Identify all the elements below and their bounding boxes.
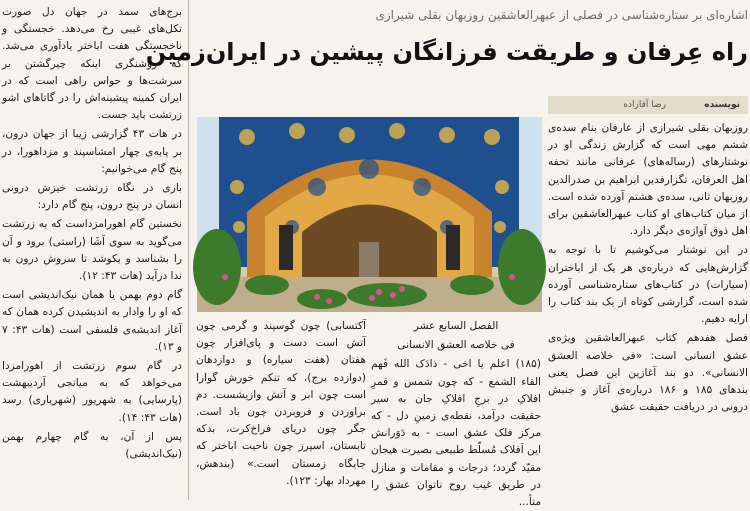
paragraph: پس از آن، به گام چهارم بهمن (نیک‌اندیشی)	[2, 430, 182, 461]
byline-label: نویسنده	[704, 100, 740, 110]
author-name: رضا آقازاده	[623, 100, 666, 110]
paragraph: نخستین گام اهورامزداست که به زرتشت می‌گوید به سوی اَشَا (راستی) برود و آن را بشناسد و بکوشد تا سروش درون به ندا درآید (هات ۴۳: ۱۲).	[2, 218, 182, 283]
right-column-text	[548, 120, 748, 500]
byline-bar	[548, 96, 748, 114]
paragraph: در این نوشتار می‌کوشیم تا با توجه به گزارش‌هایی که درباره‌ی هر یک از اباختران (سیارات) در کتاب‌های ستاره‌شناسی آورده شده است، گزارشی کوتاه از یک بند کتاب را ارایه دهیم.	[548, 244, 748, 326]
article-headline: راه عِرفان و طریقت فرزانگان پیشین در ایران‌زمین	[145, 38, 748, 66]
section-heading: الفصل السابع عشر	[413, 320, 499, 332]
paragraph: برج‌های سمد در جهان دل صورت تکل‌های غیبی رخ می‌دهد. خجستگی و ناخجستگی هفت اباختر یادآوری می‌شد. که روشنگری اینکه چیرگشتن بر سرشت‌ها و حواس راهی است که در ایران کمینه پیشینه‌اش را در گاتاهای اشو زرتشت باید جست.	[2, 6, 182, 122]
section-subheading: فی خلاصه العشق الانسانی	[397, 339, 515, 352]
paragraph: در گام سوم زرتشت از اهورامزدا می‌خواهد که به میانجی اَردیبهشت (پارسایی) به شهریور (شهریاری) رسد (هات ۴۳: ۱۴).	[2, 360, 182, 424]
mosque-iwan-photo	[197, 117, 542, 312]
quoted-arabic-text	[371, 318, 541, 509]
paragraph: فصل هفدهم کتاب عبهرالعاشقین ویژه‌ی عشق انسانی است: «فی خلاصه العشق الانسانی». دو بند آغازین این فصل یعنی بندهای ۱۸۵ و ۱۸۶ درباره‌ی آغاز و جنبش درونی در دریافت حقیقت عشق	[548, 332, 748, 414]
article-kicker: اشاره‌ای بر ستاره‌شناسی در فصلی از عبهرالعاشقین روزبهان بقلی شیرازی	[375, 8, 748, 22]
paragraph: (۱۸۵) اعلم یا اخی - ذادَک الله فَهم القاء الشمع - که چون شمس و قمرِ افلاکِ در برجِ افلاکِ جان به سیر حقیقت درآمد، نقطه‌ی زمینِ دل - که مرکز فلک عشق است - به دَوَرانش این اَفلاک مُسلّط طبیعی بصیرت هیجان مقیّد گردد؛ درجات و مقامات و منازل در طریق غیب روح ناتوان عشق را متأ...	[371, 358, 541, 509]
middle-column-text	[196, 318, 366, 500]
left-column-text	[2, 4, 182, 500]
paragraph: روزبهان بقلی شیرازی از عارفان بنام سده‌ی ششم مهی است که گزارش زندگی او در نوشتارهای (رساله‌های) عرفانی مانند تحفه اهل العرفان، تگزارفدین ابراهیم بن صدرالدین روزبهان ثانی، سده‌ی هشتم آورده شده است. از میان کتاب‌های او کتاب عبهرالعاشقین برای اهل ذوق آوازه‌ی دیگر دارد.	[548, 122, 748, 238]
paragraph: باری در نگاه زرتشت خیزش درونی انسان در پنج درون، پنج گام دارد:	[2, 182, 182, 212]
photo-illustration	[197, 117, 542, 312]
column-divider	[188, 0, 189, 500]
paragraph: گام دوم بهمن یا همان نیک‌اندیشی است که او را وادار به اندیشیدن کرده همان که آغاز اندیشه‌ی فلسفی است (هات ۴۳: ۷ و ۱۳).	[2, 289, 182, 353]
paragraph: در هات ۴۳ گزارشی زیبا از جهان درون، بر پایه‌ی چهار امشاسپند و مزداهورا، در پنج گام می‌خوانیم:	[2, 128, 182, 175]
paragraph: آکتسابی) چون گوسپند و گرمی چون آتش است دست و پای‌افزار چون هفتان (هفت سیاره) و دوازدهان (دوازده برج)، که تنکم خورش گوارا است چون ابر و آتش وازیشست. دم براوردن و فروبردن چون باد است. جگر چون دریای فراخ‌کرت، بدکه تابستان، اسپرز چون ناحیت اباختر که جایگاه زمستان است.» (بندهش، مهرداد بهار: ۱۲۳).	[196, 320, 366, 487]
